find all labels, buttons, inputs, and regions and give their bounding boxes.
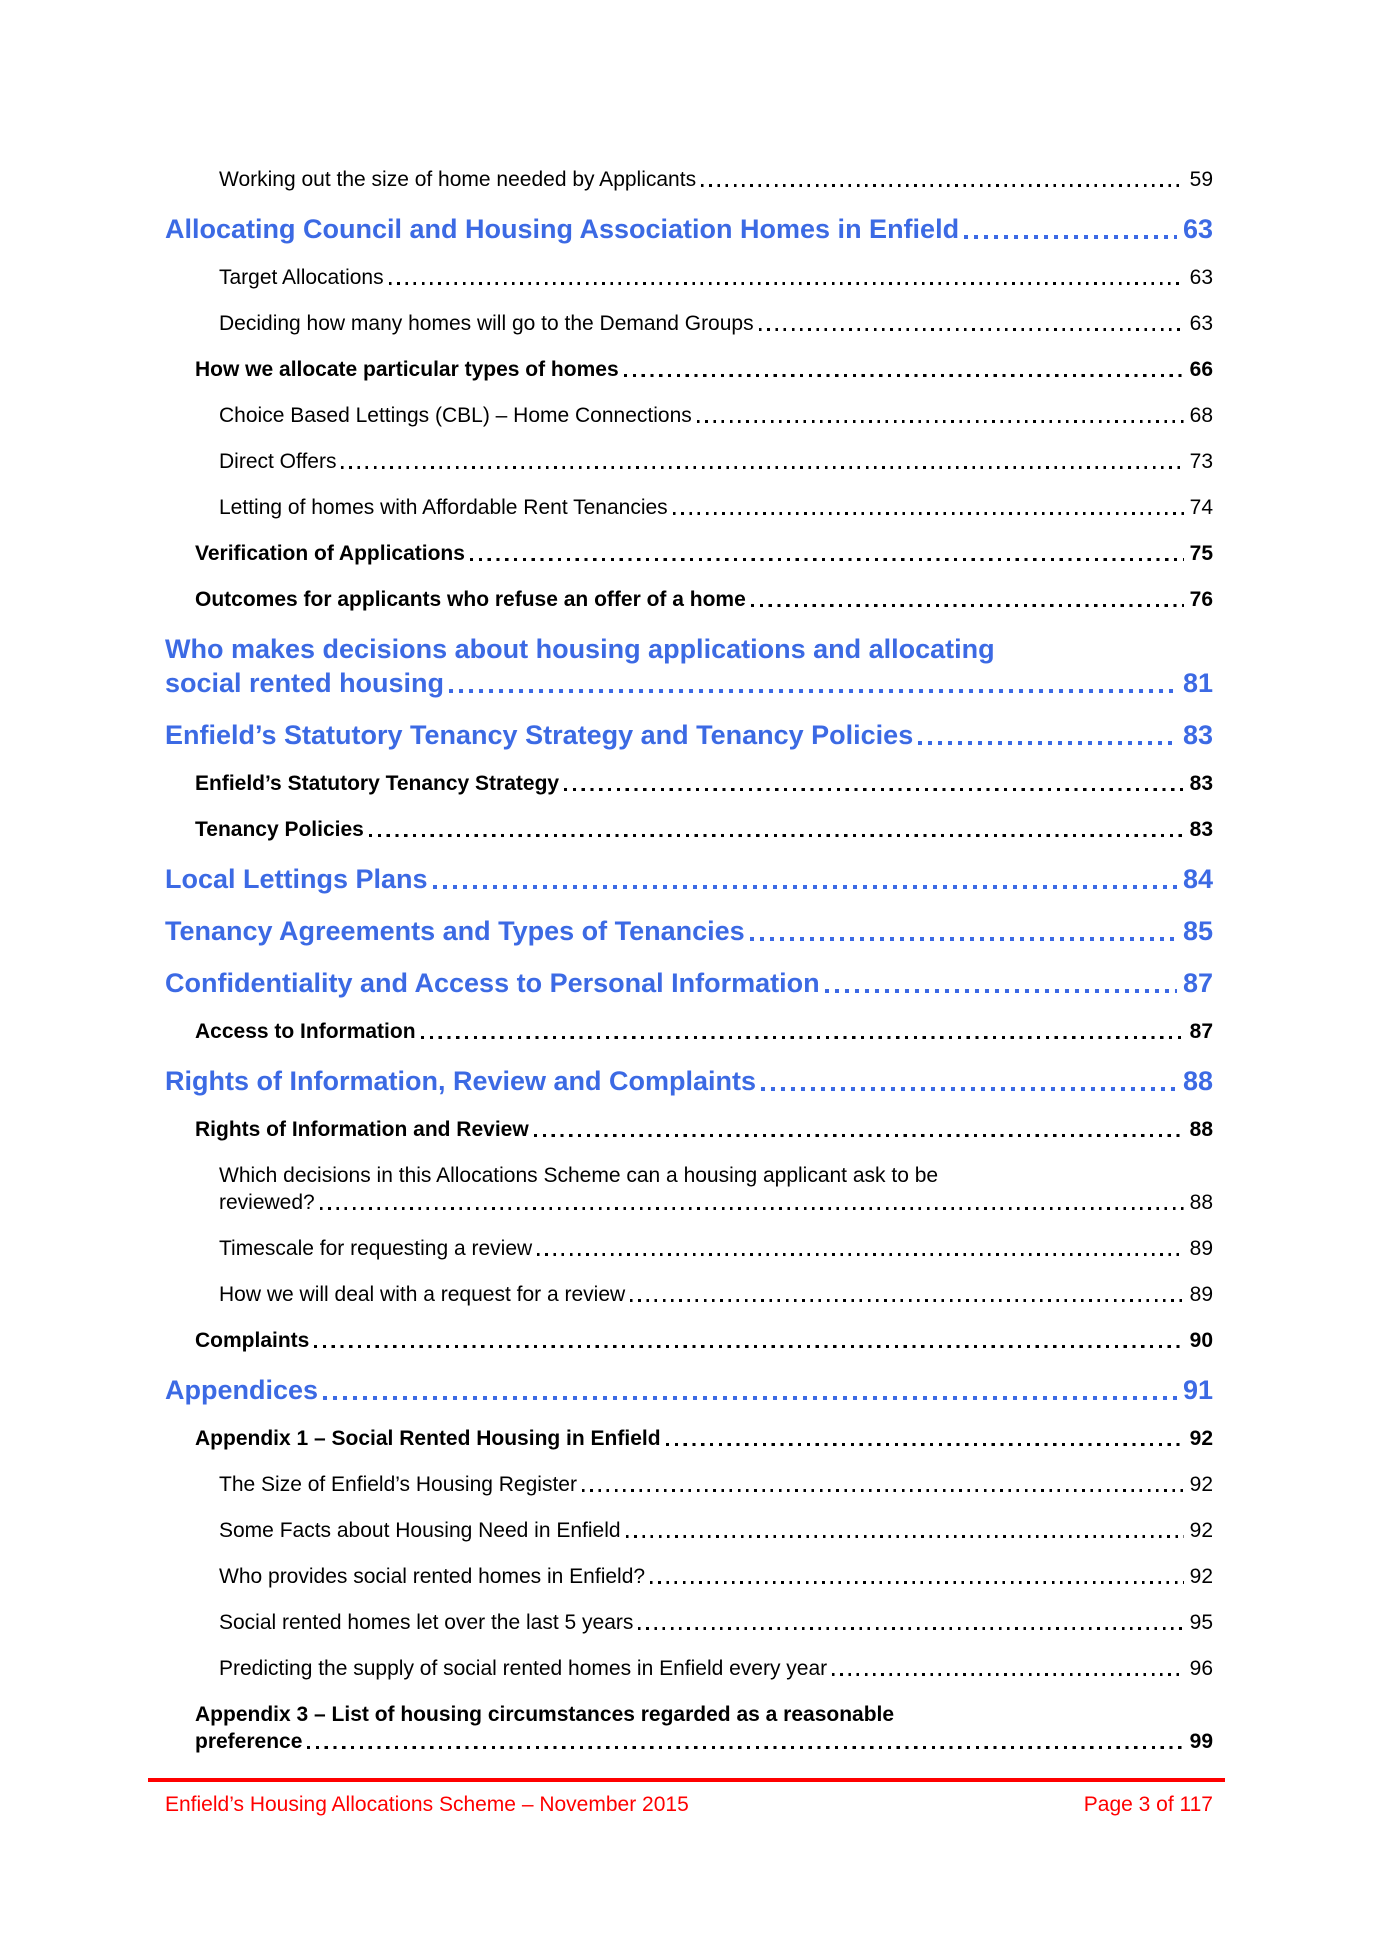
toc-entry-title: social rented housing [165, 668, 445, 698]
toc-entry-title: Who makes decisions about housing applications and allocating [165, 634, 995, 664]
dot-leader [449, 689, 1177, 693]
dot-leader [369, 834, 1184, 837]
dot-leader [307, 1746, 1183, 1749]
toc-entry-title: Letting of homes with Affordable Rent Tenancies [219, 496, 668, 519]
toc-entry-title: Choice Based Lettings (CBL) – Home Connections [219, 404, 692, 427]
toc-entry-title: Appendix 3 – List of housing circumstances regarded as a reasonable [195, 1703, 895, 1726]
toc-entry-title: Enfield’s Statutory Tenancy Strategy and Tenancy Policies [165, 720, 914, 750]
toc-entry[interactable] [165, 212, 1213, 246]
toc-entry-title: The Size of Enfield’s Housing Register [219, 1473, 577, 1496]
toc-entry-page-number: 83 [1182, 720, 1213, 750]
toc-entry-title: Social rented homes let over the last 5 years [219, 1611, 634, 1634]
toc-entry-page-number: 92 [1189, 1565, 1213, 1588]
toc-entry-title: reviewed? [219, 1191, 315, 1214]
dot-leader [761, 1087, 1177, 1091]
dot-leader [421, 1036, 1184, 1039]
toc-entry-title: Confidentiality and Access to Personal Information [165, 968, 820, 998]
dot-leader [582, 1489, 1184, 1492]
toc-entry-title: Appendix 1 – Social Rented Housing in Enfield [195, 1427, 661, 1450]
toc-entry[interactable] [219, 1162, 1213, 1216]
dot-leader [825, 989, 1177, 993]
footer-document-title: Enfield’s Housing Allocations Scheme – November 2015 [165, 1793, 689, 1816]
toc-entry-page-number: 68 [1189, 404, 1213, 427]
toc-entry[interactable] [219, 1471, 1213, 1498]
dot-leader [320, 1207, 1184, 1210]
dot-leader [564, 788, 1184, 791]
dot-leader [964, 235, 1177, 239]
toc-entry[interactable] [165, 1064, 1213, 1098]
toc-entry-page-number: 95 [1189, 1611, 1213, 1634]
toc-entry[interactable] [195, 1701, 1213, 1755]
toc-entry-title: Tenancy Policies [195, 818, 364, 841]
toc-entry-title: How we will deal with a request for a review [219, 1283, 626, 1306]
toc-entry[interactable] [219, 1563, 1213, 1590]
toc-entry-title: Allocating Council and Housing Association Homes in Enfield [165, 214, 960, 244]
toc-entry-page-number: 73 [1189, 450, 1213, 473]
toc-entry-page-number: 59 [1189, 168, 1213, 191]
toc-entry-page-number: 63 [1189, 312, 1213, 335]
dot-leader [701, 184, 1184, 187]
toc-entry-title: Who provides social rented homes in Enfield? [219, 1565, 646, 1588]
toc-entry-page-number: 91 [1182, 1375, 1213, 1405]
toc-entry-page-number: 90 [1189, 1329, 1213, 1352]
toc-entry-page-number: 87 [1182, 968, 1213, 998]
toc-entry-title: Target Allocations [219, 266, 384, 289]
toc-entry[interactable] [195, 816, 1213, 843]
toc-entry[interactable] [195, 1425, 1213, 1452]
footer-page-indicator: Page 3 of 117 [1083, 1793, 1213, 1816]
toc-entry[interactable] [219, 1235, 1213, 1262]
dot-leader [626, 1535, 1184, 1538]
dot-leader [650, 1581, 1184, 1584]
toc-entry[interactable] [195, 1116, 1213, 1143]
toc-entry[interactable] [219, 448, 1213, 475]
table-of-contents [165, 166, 1213, 1774]
toc-entry[interactable] [165, 632, 1213, 700]
toc-entry-page-number: 87 [1189, 1020, 1213, 1043]
toc-entry[interactable] [219, 264, 1213, 291]
dot-leader [341, 466, 1183, 469]
toc-entry[interactable] [165, 862, 1213, 896]
toc-entry[interactable] [195, 770, 1213, 797]
toc-entry-title: Rights of Information and Review [195, 1118, 529, 1141]
dot-leader [638, 1627, 1183, 1630]
toc-entry-page-number: 84 [1182, 864, 1213, 894]
toc-entry-page-number: 74 [1189, 496, 1213, 519]
dot-leader [832, 1673, 1183, 1676]
dot-leader [673, 512, 1184, 515]
toc-entry-title: Which decisions in this Allocations Scheme can a housing applicant ask to be [219, 1164, 939, 1187]
toc-entry-page-number: 63 [1189, 266, 1213, 289]
toc-entry[interactable] [165, 914, 1213, 948]
dot-leader [389, 282, 1184, 285]
page-footer [148, 1778, 1225, 1818]
toc-entry-page-number: 92 [1189, 1519, 1213, 1542]
toc-entry-page-number: 83 [1189, 818, 1213, 841]
dot-leader [750, 937, 1177, 941]
toc-entry[interactable] [195, 540, 1213, 567]
dot-leader [470, 558, 1184, 561]
dot-leader [314, 1345, 1183, 1348]
toc-entry-page-number: 83 [1189, 772, 1213, 795]
toc-entry-page-number: 92 [1189, 1427, 1213, 1450]
dot-leader [323, 1396, 1177, 1400]
toc-entry-page-number: 81 [1182, 668, 1213, 698]
toc-entry[interactable] [165, 966, 1213, 1000]
toc-entry-page-number: 63 [1182, 214, 1213, 244]
toc-entry[interactable] [219, 166, 1213, 193]
toc-entry-page-number: 88 [1189, 1191, 1213, 1214]
toc-entry[interactable] [219, 494, 1213, 521]
toc-entry-title: Direct Offers [219, 450, 337, 473]
toc-entry-page-number: 85 [1182, 916, 1213, 946]
toc-entry[interactable] [219, 1609, 1213, 1636]
toc-entry-title: How we allocate particular types of homes [195, 358, 619, 381]
toc-entry-title: Working out the size of home needed by Applicants [219, 168, 697, 191]
toc-entry[interactable] [219, 1281, 1213, 1308]
dot-leader [918, 741, 1177, 745]
toc-entry[interactable] [165, 1373, 1213, 1407]
toc-entry-page-number: 89 [1189, 1283, 1213, 1306]
toc-entry-title: Access to Information [195, 1020, 416, 1043]
dot-leader [666, 1443, 1184, 1446]
toc-entry-page-number: 89 [1189, 1237, 1213, 1260]
toc-entry-page-number: 96 [1189, 1657, 1213, 1680]
toc-entry[interactable] [219, 1655, 1213, 1682]
toc-entry-title: Appendices [165, 1375, 319, 1405]
toc-entry[interactable] [195, 1018, 1213, 1045]
toc-entry-page-number: 99 [1189, 1730, 1213, 1753]
toc-entry-title: Enfield’s Statutory Tenancy Strategy [195, 772, 560, 795]
dot-leader [624, 374, 1184, 377]
dot-leader [697, 420, 1184, 423]
toc-entry-title: Deciding how many homes will go to the Demand Groups [219, 312, 754, 335]
toc-entry-title: Outcomes for applicants who refuse an offer of a home [195, 588, 746, 611]
toc-entry[interactable] [219, 402, 1213, 429]
dot-leader [630, 1299, 1183, 1302]
toc-entry[interactable] [195, 586, 1213, 613]
toc-entry-page-number: 75 [1189, 542, 1213, 565]
toc-entry[interactable] [195, 356, 1213, 383]
toc-entry-title: Predicting the supply of social rented homes in Enfield every year [219, 1657, 828, 1680]
toc-entry[interactable] [195, 1327, 1213, 1354]
dot-leader [759, 328, 1184, 331]
toc-entry-page-number: 88 [1189, 1118, 1213, 1141]
dot-leader [534, 1134, 1184, 1137]
toc-entry-title: Rights of Information, Review and Complaints [165, 1066, 757, 1096]
toc-entry-title: Verification of Applications [195, 542, 465, 565]
toc-entry-title: Complaints [195, 1329, 310, 1352]
toc-entry-page-number: 88 [1182, 1066, 1213, 1096]
toc-entry-page-number: 92 [1189, 1473, 1213, 1496]
toc-entry-page-number: 66 [1189, 358, 1213, 381]
toc-entry[interactable] [219, 1517, 1213, 1544]
toc-entry-title: Tenancy Agreements and Types of Tenancies [165, 916, 745, 946]
dot-leader [751, 604, 1184, 607]
toc-entry[interactable] [219, 310, 1213, 337]
dot-leader [433, 885, 1177, 889]
dot-leader [537, 1253, 1183, 1256]
toc-entry-title: preference [195, 1730, 303, 1753]
toc-entry-title: Some Facts about Housing Need in Enfield [219, 1519, 621, 1542]
toc-entry-page-number: 76 [1189, 588, 1213, 611]
toc-entry[interactable] [165, 718, 1213, 752]
toc-entry-title: Local Lettings Plans [165, 864, 428, 894]
toc-entry-title: Timescale for requesting a review [219, 1237, 533, 1260]
